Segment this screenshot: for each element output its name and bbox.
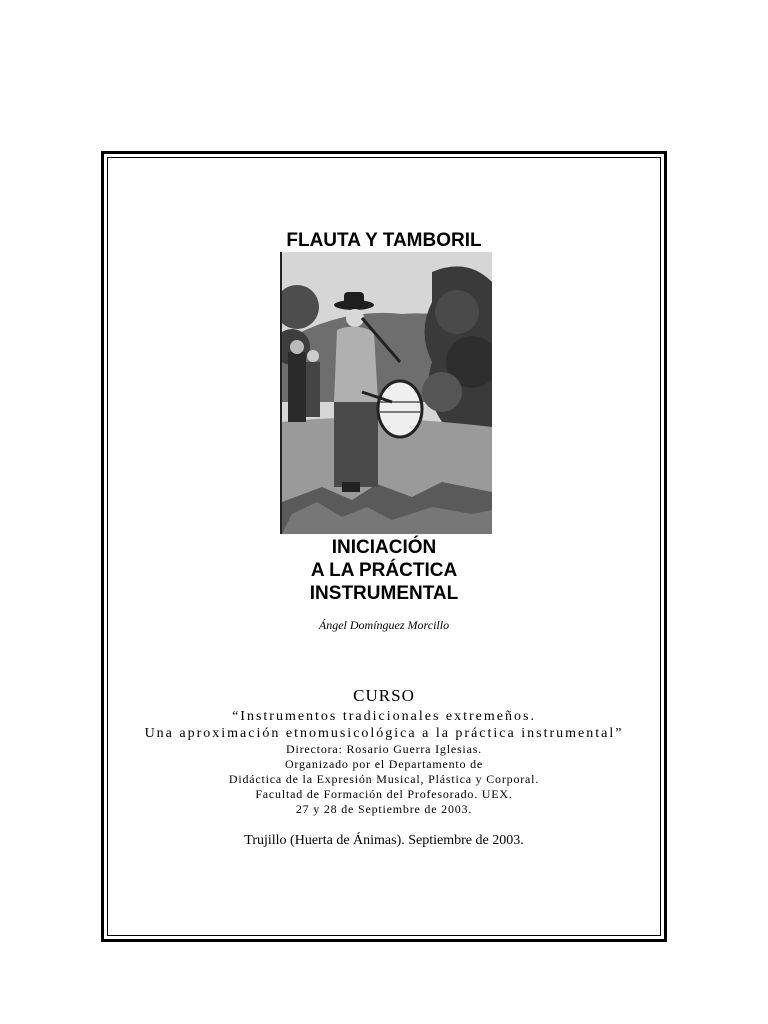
subtitle-line: A LA PRÁCTICA — [310, 560, 458, 581]
course-title-line: Una aproximación etnomusicológica a la práctica instrumental” — [144, 726, 624, 741]
curso-heading: CURSO — [353, 686, 415, 705]
subtitle-line: INSTRUMENTAL — [309, 583, 459, 604]
course-details — [0, 708, 768, 817]
faculty-line: Facultad de Formación del Profesorado. UEX. — [255, 787, 513, 801]
place-date: Trujillo (Huerta de Ánimas). Septiembre de 2003. — [244, 833, 524, 848]
course-title-line: “Instrumentos tradicionales extremeños. — [232, 709, 536, 724]
document-title: FLAUTA Y TAMBORIL — [286, 230, 482, 251]
organizer-line: Organizado por el Departamento de — [284, 757, 484, 771]
department-line: Didáctica de la Expresión Musical, Plástica y Corporal. — [228, 772, 540, 786]
author-name: Ángel Domínguez Morcillo — [318, 618, 450, 632]
dates-line: 27 y 28 de Septiembre de 2003. — [295, 802, 473, 816]
cover-photo — [280, 252, 492, 534]
subtitle-line: INICIACIÓN — [331, 537, 437, 558]
director-line: Directora: Rosario Guerra Iglesias. — [286, 742, 482, 756]
subtitle — [0, 536, 768, 605]
